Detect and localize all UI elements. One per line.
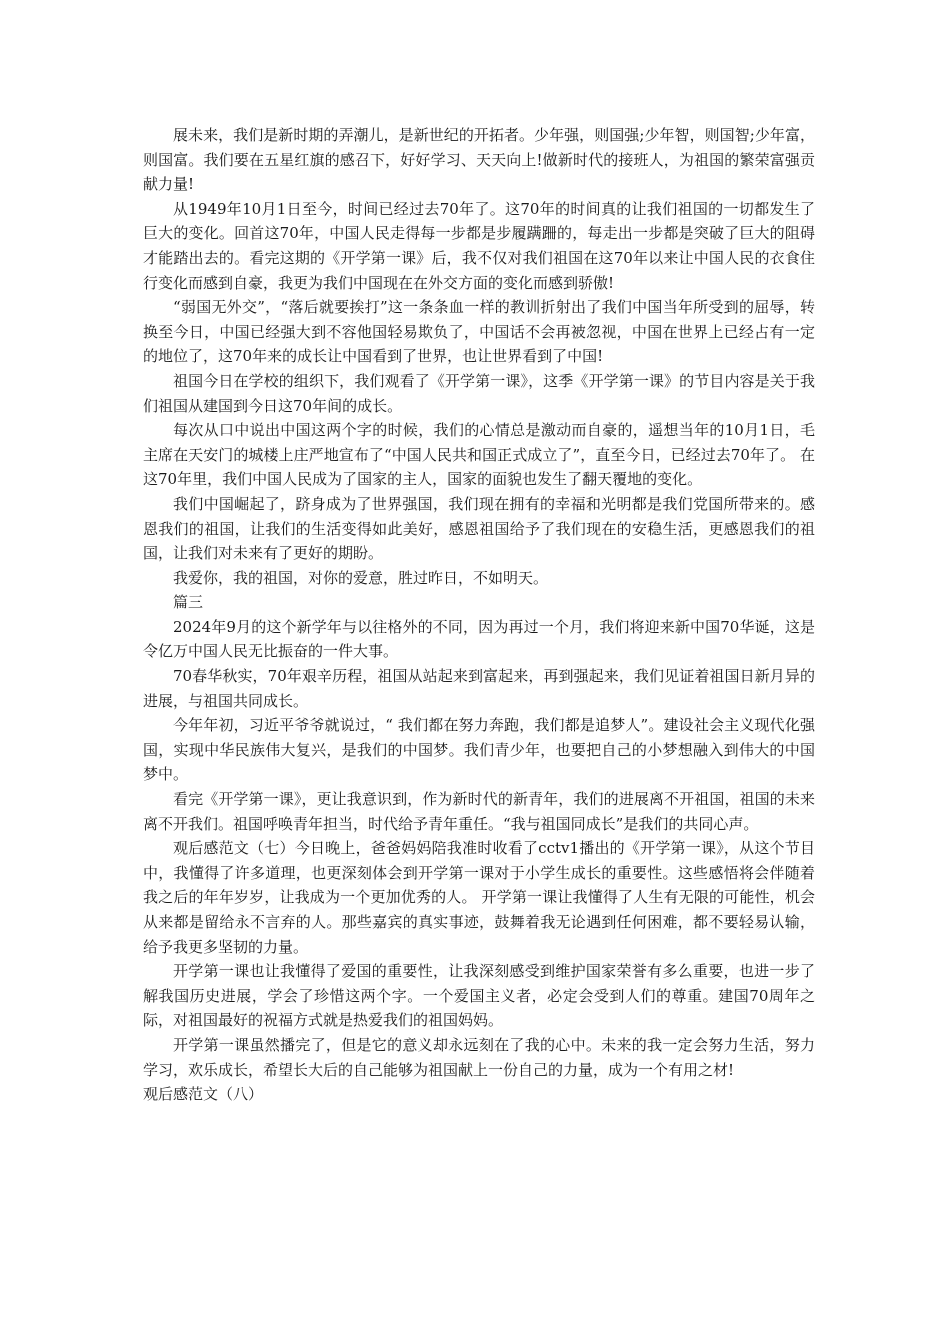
section-heading: 篇三 <box>173 593 204 612</box>
paragraph-2: 从1949年10月1日至今，时间已经过去70年了。这70年的时间真的让我们祖国的一切都发生了巨大的变化。回首这70年，中国人民走得每一步都是步履蹒跚的，每走出一步都是突破了巨大的阻碍才能踏出去的。看完这期的《开学第一课》后，我不仅对我们祖国在这70年以来让中国人民的衣食住行变化而感到自豪，我更为我们中国现在在外交方面的变化而感到骄傲! <box>143 199 815 292</box>
paragraph-14: 开学第一课也让我懂得了爱国的重要性，让我深刻感受到维护国家荣誉有多么重要，也进一步了解我国历史进展，学会了珍惜这两个字。一个爱国主义者，必定会受到人们的尊重。建国70周年之际，对祖国最好的祝福方式就是热爱我们的祖国妈妈。 <box>143 962 815 1030</box>
paragraph-7: 我爱你，我的祖国，对你的爱意，胜过昨日，不如明天。 <box>173 568 549 587</box>
paragraph-5: 每次从口中说出中国这两个字的时候，我们的心情总是激动而自豪的，遥想当年的10月1日，毛主席在天安门的城楼上庄严地宣布了“中国人民共和国正式成立了”，直至今日，已经过去70年了。 在这70年里，我们中国人民成为了国家的主人，国家的面貌也发生了翻天覆地的变化。 <box>143 421 815 489</box>
paragraph-6: 我们中国崛起了，跻身成为了世界强国，我们现在拥有的幸福和光明都是我们党国所带来的。感恩我们的祖国，让我们的生活变得如此美好，感恩祖国给予了我们现在的安稳生活，更感恩我们的祖国，让我们对未来有了更好的期盼。 <box>143 494 815 563</box>
paragraph-4: 祖国今日在学校的组织下，我们观看了《开学第一课》，这季《开学第一课》的节目内容是关于我们祖国从建国到今日这70年间的成长。 <box>143 371 815 415</box>
paragraph-3: “弱国无外交”，“落后就要挨打”这一条条血一样的教训折射出了我们中国当年所受到的屈辱，转换至今日，中国已经强大到不容他国轻易欺负了，中国话不会再被忽视，中国在世界上已经占有一定的地位了，这70年来的成长让中国看到了世界，也让世界看到了中国! <box>143 298 815 366</box>
paragraph-9: 2024年9月的这个新学年与以往格外的不同，因为再过一个月，我们将迎来新中国70华诞，这是令亿万中国人民无比振奋的一件大事。 <box>143 617 815 661</box>
section-heading-8: 观后感范文（八） <box>143 1085 264 1104</box>
paragraph-12: 看完《开学第一课》，更让我意识到，作为新时代的新青年，我们的进展离不开祖国，祖国的未来离不开我们。祖国呼唤青年担当，时代给予青年重任。“我与祖国同成长”是我们的共同心声。 <box>143 790 815 833</box>
paragraph-11: 今年年初，习近平爷爷就说过，“ 我们都在努力奔跑，我们都是追梦人”。建设社会主义现代化强国，实现中华民族伟大复兴，是我们的中国梦。我们青少年，也要把自己的小梦想融入到伟大的中国梦中。 <box>143 716 815 784</box>
paragraph-15: 开学第一课虽然播完了，但是它的意义却永远刻在了我的心中。未来的我一定会努力生活，努力学习，欢乐成长，希望长大后的自己能够为祖国献上一份自己的力量，成为一个有用之材! <box>143 1035 815 1079</box>
document-page <box>143 123 815 1107</box>
paragraph-10: 70春华秋实，70年艰辛历程，祖国从站起来到富起来，再到强起来，我们见证着祖国日新月异的进展，与祖国共同成长。 <box>143 667 815 710</box>
paragraph-1: 展未来，我们是新时期的弄潮儿，是新世纪的开拓者。少年强，则国强;少年智，则国智;少年富，则国富。我们要在五星红旗的感召下，好好学习、天天向上!做新时代的接班人，为祖国的繁荣富强贡献力量! <box>143 126 815 194</box>
paragraph-13: 观后感范文（七）今日晚上，爸爸妈妈陪我准时收看了cctv1播出的《开学第一课》，从这个节目中，我懂得了许多道理，也更深刻体会到开学第一课对于小学生成长的重要性。这些感悟将会伴随着我之后的年年岁岁，让我成为一个更加优秀的人。 开学第一课让我懂得了人生有无限的可能性，机会从来都是留给永不言弃的人。那些嘉宾的真实事迹，鼓舞着我无论遇到任何困难，都不要轻易认输，给予我更多坚韧的力量。 <box>143 839 815 956</box>
